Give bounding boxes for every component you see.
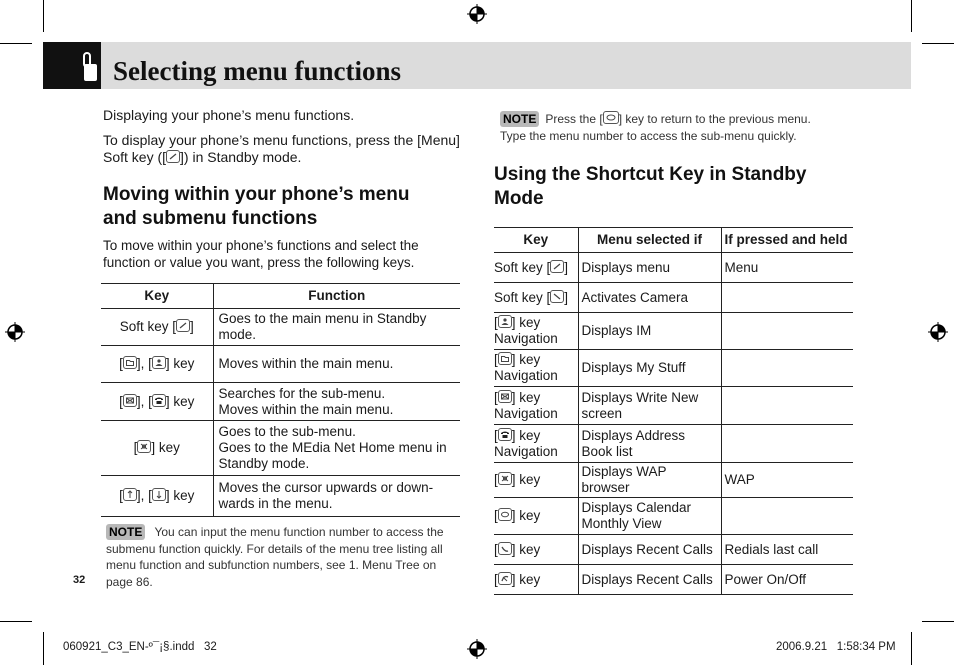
key-cell [101, 346, 213, 383]
key-label-text: [ [119, 488, 123, 503]
end-key-icon [498, 572, 512, 585]
function-line: Moves the cursor upwards or down- [218, 480, 434, 495]
function-line: Moves within the main menu. [218, 401, 394, 417]
key-cell [494, 425, 578, 463]
heading-line: Moving within your phone’s menu [103, 184, 410, 205]
crop-mark [911, 0, 912, 32]
key-line: Navigation [494, 368, 558, 383]
note-text: Type the menu number to access the sub-menu quickly. [500, 128, 797, 143]
crop-mark [922, 621, 954, 622]
key-label-text: [ [494, 315, 498, 330]
folder-key-icon [498, 352, 512, 365]
key-cell [494, 350, 578, 387]
key-label-text: ] key [511, 427, 541, 443]
intro-text: ]) in Standby mode. [180, 149, 302, 165]
menu-cell [578, 253, 721, 283]
menu-cell [578, 313, 721, 350]
key-line [494, 508, 575, 524]
table-row [494, 313, 853, 350]
table-row [101, 476, 460, 517]
menu-line: Displays WAP browser [581, 464, 667, 495]
key-line [494, 290, 575, 306]
menu-cell [578, 498, 721, 535]
menu-cell [578, 425, 721, 463]
heading-line: Using the Shortcut Key in Standby [494, 164, 807, 185]
table-row [494, 463, 853, 498]
key-label-text: ] key [511, 508, 541, 523]
crop-mark [0, 43, 32, 44]
table-header: Key [494, 228, 578, 253]
crop-mark [922, 43, 954, 44]
heading-line: and submenu functions [103, 208, 318, 229]
note-line: page 86. [106, 574, 153, 589]
softkey-left-key-icon [550, 260, 564, 273]
key-line: Navigation [494, 331, 558, 346]
key-label-text: [ [119, 356, 123, 371]
crop-mark [911, 632, 912, 665]
table-header: Menu selected if [578, 228, 721, 253]
function-cell [213, 383, 460, 421]
menu-cell [578, 350, 721, 387]
softkey-left-key-icon [176, 319, 190, 332]
folder-key-icon [123, 356, 137, 369]
key-label-text: ] key [151, 440, 180, 455]
registration-mark-icon [5, 322, 25, 342]
table-row [494, 253, 853, 283]
key-label-text: [ [494, 427, 498, 443]
key-cell [494, 253, 578, 283]
menu-line: Activates Camera [581, 289, 689, 305]
key-label-text: ] key [165, 488, 195, 503]
key-label-text: [ [494, 541, 498, 557]
note-block [106, 524, 451, 590]
held-cell: WAP [724, 472, 755, 487]
key-line [494, 472, 575, 488]
table-row [101, 346, 460, 383]
table-header: Key [101, 284, 213, 309]
held-cell [721, 283, 853, 313]
header-icon-block [43, 42, 101, 89]
note-line: menu function and subfunction numbers, see 1. Menu Tree on [106, 558, 437, 572]
right-note [500, 111, 860, 144]
function-cell [213, 309, 460, 346]
held-cell [721, 425, 853, 463]
function-line: Goes to the sub-menu. [218, 424, 356, 439]
menu-line: Displays Recent Calls [581, 571, 713, 587]
menu-line: Displays My Stuff [581, 360, 686, 375]
note-line: submenu function quickly. For details of the menu tree listing all [106, 541, 443, 556]
section-heading-right [494, 163, 806, 211]
clr-key-icon [603, 111, 619, 124]
registration-mark-icon [928, 322, 948, 342]
key-cell [494, 387, 578, 425]
menu-line: Displays Recent Calls [581, 541, 713, 557]
key-label-text: [ [119, 393, 123, 409]
key-label-text: ] key [511, 571, 541, 587]
key-cell [494, 463, 578, 498]
crop-mark [43, 632, 44, 665]
key-label-text: ] key [511, 472, 541, 487]
key-label-text: [ [133, 440, 138, 455]
key-line [494, 315, 575, 331]
held-cell [721, 350, 853, 387]
softkey-left-icon [166, 150, 180, 163]
held-cell: Power On/Off [724, 571, 807, 587]
key-cell [494, 498, 578, 535]
key-label-text: ] [564, 289, 569, 305]
menu-cell [578, 463, 721, 498]
function-line: Goes to the main menu in Standby [218, 311, 427, 326]
crop-mark [0, 621, 32, 622]
held-cell: Menu [724, 259, 759, 275]
phonebook-key-icon [152, 394, 166, 407]
key-line [494, 390, 575, 406]
key-label-text: [ [494, 389, 498, 405]
table-header: Function [308, 288, 366, 303]
desc-line: To move within your phone’s functions and select the [103, 238, 419, 253]
function-line: wards in the menu. [218, 496, 333, 511]
footer-left: 060921_C3_EN-º¯¡§.indd 32 [63, 641, 217, 653]
held-cell [721, 387, 853, 425]
registration-mark-icon [467, 4, 487, 24]
key-cell [101, 383, 213, 421]
key-line [494, 542, 575, 558]
table-header: If pressed and held [724, 232, 848, 247]
menu-cell [578, 535, 721, 565]
function-line: Searches for the sub-menu. [218, 385, 386, 401]
menu-line: Displays Write New [581, 389, 699, 405]
page-number: 32 [73, 574, 86, 586]
menu-line: Book list [581, 443, 633, 459]
side-down-key-icon [152, 488, 166, 501]
table-row [494, 565, 853, 595]
note-text: ] key to return to the previous menu. [618, 112, 811, 126]
note-line: You can input the menu function number to access the [154, 525, 444, 539]
ok-center-key-icon [137, 440, 151, 453]
key-label-text: [ [494, 508, 498, 523]
intro-line-2a: To display your phone’s menu functions, press the [Menu] [103, 132, 460, 148]
intro-text: Soft key ([ [103, 149, 167, 165]
key-label-text: [ [494, 352, 498, 367]
key-label-text: ], [ [136, 356, 152, 371]
shortcut-key-table [494, 227, 853, 595]
note-text: Press the [ [545, 112, 603, 126]
key-label-text: ] key [511, 352, 541, 367]
held-cell: Redials last call [724, 541, 819, 557]
left-key-table [101, 283, 460, 517]
menu-line: screen [581, 405, 623, 421]
intro-line-2b [103, 149, 460, 166]
clr-key-icon [498, 508, 512, 521]
menu-line: Displays IM [581, 323, 652, 338]
contact-key-icon [152, 356, 166, 369]
message-key-icon [123, 394, 137, 407]
table-row [101, 421, 460, 476]
table-row [494, 283, 853, 313]
table-row [494, 387, 853, 425]
left-note [106, 524, 451, 590]
footer-right: 2006.9.21 1:58:34 PM [776, 641, 896, 653]
key-label-text: ] key [511, 541, 541, 557]
phonebook-key-icon [498, 428, 512, 441]
registration-mark-icon [467, 639, 487, 659]
table-row [494, 425, 853, 463]
intro-paragraph [103, 132, 460, 166]
crop-mark [43, 0, 44, 32]
ok-center-key-icon [498, 472, 512, 485]
key-cell [101, 476, 213, 517]
side-up-key-icon [123, 488, 137, 501]
function-line: Standby mode. [218, 456, 310, 471]
function-cell [213, 421, 460, 476]
menu-cell [578, 387, 721, 425]
menu-line: Displays menu [581, 259, 671, 275]
note-block [500, 111, 860, 144]
key-label-text: ] key [511, 389, 541, 405]
function-cell [213, 346, 460, 383]
key-cell [494, 535, 578, 565]
key-cell [494, 565, 578, 595]
menu-cell [578, 565, 721, 595]
key-cell [494, 283, 578, 313]
key-label-text: ] [190, 319, 194, 334]
key-cell [101, 309, 213, 346]
menu-line: Displays Address [581, 427, 686, 443]
key-label-text: Soft key [ [119, 319, 176, 334]
function-cell [213, 476, 460, 517]
hand-pointer-icon [79, 51, 101, 83]
table-row [494, 498, 853, 535]
note-badge: NOTE [106, 524, 145, 540]
table-row [101, 383, 460, 421]
held-cell [721, 498, 853, 535]
menu-line: Monthly View [581, 516, 662, 531]
message-key-icon [498, 390, 512, 403]
key-line [494, 572, 575, 588]
key-label-text: Soft key [ [494, 259, 551, 275]
heading-line: Mode [494, 188, 544, 209]
menu-cell [578, 283, 721, 313]
key-label-text: ] key [511, 315, 541, 330]
softkey-right-key-icon [550, 290, 564, 303]
key-line: Navigation [494, 443, 558, 459]
function-line: Goes to the MEdia Net Home menu in [218, 440, 447, 455]
held-cell [721, 313, 853, 350]
key-cell [494, 313, 578, 350]
note-badge: NOTE [500, 111, 539, 127]
contact-key-icon [498, 315, 512, 328]
key-label-text: ] key [165, 393, 195, 409]
key-line [494, 352, 575, 368]
key-cell [101, 421, 213, 476]
function-line: Moves within the main menu. [218, 356, 394, 371]
key-label-text: ] [564, 259, 569, 275]
key-label-text: [ [494, 472, 498, 487]
table-row [494, 535, 853, 565]
section-description [103, 237, 419, 271]
key-line [494, 260, 575, 276]
key-line: Navigation [494, 405, 558, 421]
key-label-text: ] key [165, 356, 195, 371]
key-label-text: ], [ [136, 488, 152, 503]
page-title: Selecting menu functions [113, 56, 402, 86]
send-key-icon [498, 542, 512, 555]
key-label-text: Soft key [ [494, 289, 551, 305]
desc-line: function or value you want, press the following keys. [103, 255, 415, 270]
menu-line: Displays Calendar [581, 500, 692, 515]
table-row [494, 350, 853, 387]
section-heading-left [103, 183, 409, 231]
function-line: mode. [218, 327, 257, 342]
table-row [101, 309, 460, 346]
key-line [494, 428, 575, 444]
key-label-text: ], [ [136, 393, 152, 409]
intro-line-1: Displaying your phone’s menu functions. [103, 107, 355, 123]
key-label-text: [ [494, 571, 498, 587]
